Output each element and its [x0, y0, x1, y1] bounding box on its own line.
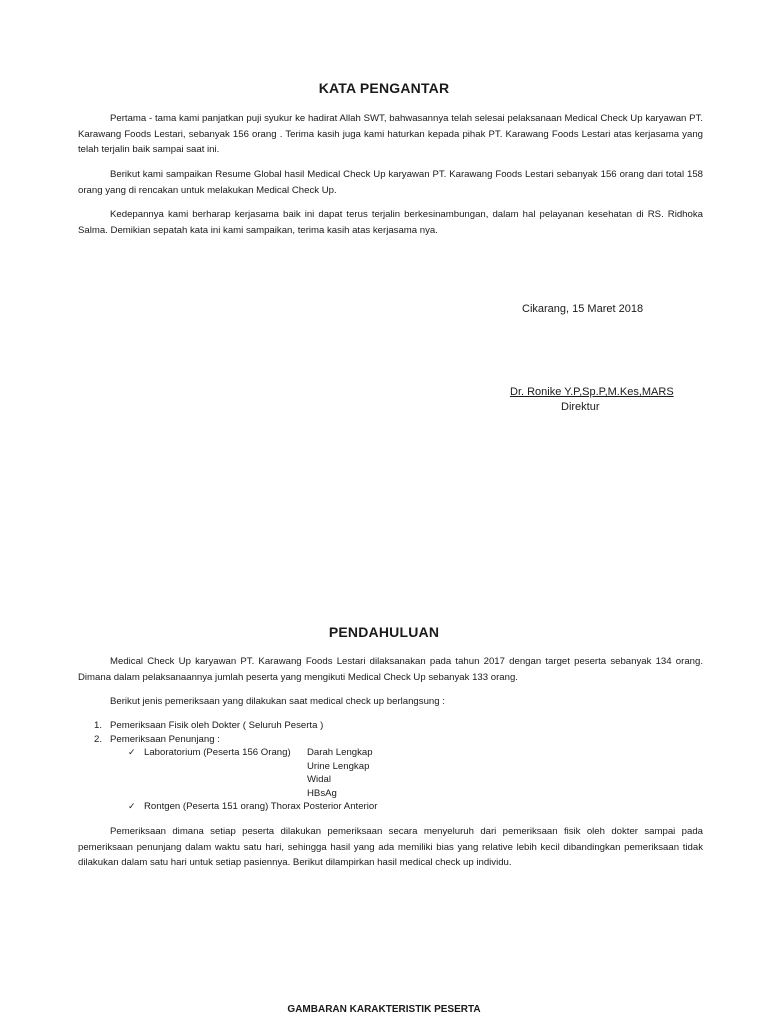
kata-pengantar-title: KATA PENGANTAR: [318, 80, 450, 96]
check-icon: ✓: [128, 802, 136, 812]
gambaran-title: GAMBARAN KARAKTERISTIK PESERTA: [287, 1004, 481, 1015]
lab-test-item: Urine Lengkap: [307, 761, 370, 772]
list-number: 2.: [94, 733, 103, 745]
lab-test-item: HBsAg: [307, 788, 337, 799]
rontgen-label: Rontgen (Peserta 151 orang) Thorax Posterior Anterior: [144, 801, 378, 812]
list-number: 1.: [94, 720, 103, 731]
pendahuluan-title: PENDAHULUAN: [328, 624, 440, 640]
list-item: [94, 733, 323, 747]
signatory-name: Dr. Ronike Y.P,Sp.P,M.Kes,MARS: [510, 386, 674, 398]
list-text: Pemeriksaan Fisik oleh Dokter ( Seluruh Peserta ): [110, 720, 324, 731]
laboratorium-item: [128, 746, 291, 761]
pendahuluan-paragraph-3: Pemeriksaan dimana setiap peserta dilakukan pemeriksaan secara menyeluruh dari pemeriksaan fisik oleh dokter sampai pada pemeriksaan penunjang dalam waktu satu hari, sehingga hasil yang ada memiliki bias yang relative lebih kecil dibandingkan pemeriksaan tidak dilakukan dalam satu hari untuk setiap pasiennya. Berikut dilampirkan hasil medical check up individu.: [78, 826, 703, 868]
pendahuluan-paragraph-1: Medical Check Up karyawan PT. Karawang Foods Lestari dilaksanakan pada tahun 2017 dengan target peserta sebanyak 134 orang. Dimana dalam pelaksanaannya jumlah peserta yang mengikuti Medical Check Up sebanyak 133 orang.: [78, 656, 703, 683]
kata-pengantar-paragraph-2: Berikut kami sampaikan Resume Global hasil Medical Check Up karyawan PT. Karawang Foods Lestari sebanyak 156 orang dari total 158 orang yang di rencakan untuk melakukan Medical Check Up.: [78, 169, 703, 196]
kata-pengantar-paragraph-1: Pertama - tama kami panjatkan puji syukur ke hadirat Allah SWT, bahwasannya telah selesai pelaksanaan Medical Check Up karyawan PT. Karawang Foods Lestari, sebanyak 156 orang . Terima kasih juga kami haturkan kepada pihak PT. Karawang Foods Lestari atas kerjasama yang telah terjalin baik sampai saat ini.: [78, 113, 703, 155]
check-icon: ✓: [128, 748, 136, 758]
list-text: Pemeriksaan Penunjang :: [110, 733, 220, 745]
lab-test-item: Widal: [307, 774, 331, 785]
pendahuluan-paragraph-2: Berikut jenis pemeriksaan yang dilakukan saat medical check up berlangsung :: [110, 696, 445, 707]
list-item: [94, 719, 323, 733]
place-date: Cikarang, 15 Maret 2018: [522, 303, 644, 315]
laboratorium-label: Laboratorium (Peserta 156 Orang): [144, 747, 291, 758]
kata-pengantar-paragraph-3: Kedepannya kami berharap kerjasama baik ini dapat terus terjalin berkesinambungan, dalam hal pelayanan kesehatan di RS. Ridhoka Salma. Demikian sepatah kata ini kami sampaikan, terima kasih atas kerjasama nya.: [78, 209, 703, 236]
signatory-title: Direktur: [561, 401, 600, 413]
exam-list: [94, 719, 323, 746]
lab-test-item: Darah Lengkap: [307, 747, 373, 758]
rontgen-item: [128, 800, 377, 815]
